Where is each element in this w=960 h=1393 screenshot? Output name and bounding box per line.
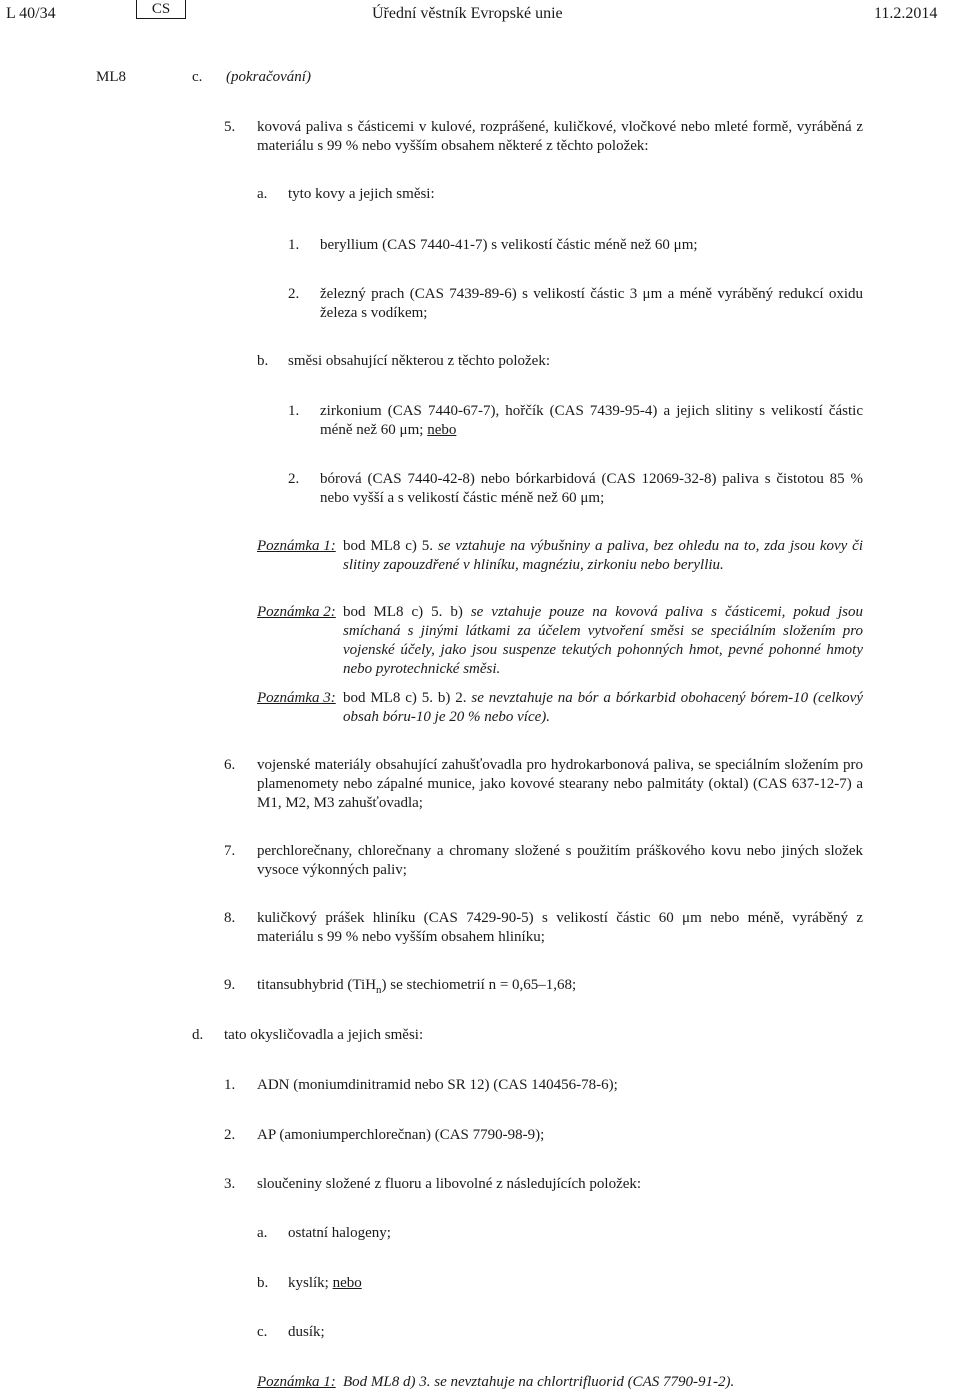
item-7-number: 7. — [224, 843, 236, 859]
item-9-subscript: n — [376, 984, 382, 996]
item-5b1-text — [320, 402, 863, 440]
section-letter: c. — [192, 69, 203, 85]
item-5a-letter: a. — [257, 186, 268, 202]
item-8-text: kuličkový prášek hliníku (CAS 7429-90-5) s velikostí částic 60 μm nebo méně, vyráběný z materiálu s 99 % nebo vyšším obsahem hliníku; — [257, 910, 863, 945]
note-2-label: Poznámka 2: — [257, 604, 336, 620]
item-5a-text: tyto kovy a jejich směsi: — [288, 186, 435, 202]
note-3-ref: bod ML8 c) 5. b) 2. — [343, 690, 467, 706]
item-d3c-letter: c. — [257, 1324, 268, 1340]
section-d-text: tato okysličovadla a jejich směsi: — [224, 1027, 424, 1043]
item-d3-number: 3. — [224, 1176, 236, 1192]
item-d3c-text: dusík; — [288, 1324, 325, 1340]
item-d3a-letter: a. — [257, 1225, 268, 1241]
item-d3b-conjunction: nebo — [332, 1275, 362, 1291]
item-5b1-conjunction: nebo — [427, 422, 457, 438]
publication-date: 11.2.2014 — [874, 5, 938, 22]
item-5-text: kovová paliva s částicemi v kulové, rozprášené, kuličkové, vločkové nebo mleté formě, vyráběná z materiálu s 99 % nebo vyšším obsahem některé z těchto položek: — [257, 119, 863, 154]
item-8-number: 8. — [224, 910, 236, 926]
item-5b2-number: 2. — [288, 471, 300, 487]
final-note-label: Poznámka 1: — [257, 1374, 336, 1390]
item-d3a-text: ostatní halogeny; — [288, 1225, 391, 1241]
item-9-text — [257, 976, 863, 996]
item-d1-number: 1. — [224, 1077, 236, 1093]
item-7-text: perchlorečnany, chlorečnany a chromany složené s použitím práškového kovu nebo jiných složek vysoce výkonných paliv; — [257, 843, 863, 878]
item-9-post: ) se stechiometrií n = 0,65–1,68; — [381, 977, 577, 993]
item-6-text: vojenské materiály obsahující zahušťovadla pro hydrokarbonová paliva, se speciálním složením pro plamenomety nebo zápalné munice, jako kovové stearany nebo palmitáty (oktal) (CAS 637-12-7) a M1, M2, M3 zahušťovadla; — [257, 757, 863, 811]
note-1-ref: bod ML8 c) 5. — [343, 538, 434, 554]
section-d-letter: d. — [192, 1027, 204, 1043]
item-9-number: 9. — [224, 977, 236, 993]
note-1-label: Poznámka 1: — [257, 538, 336, 554]
item-d3b-letter: b. — [257, 1275, 269, 1291]
note-3-text — [343, 689, 863, 727]
item-d1-text: ADN (moniumdinitramid nebo SR 12) (CAS 140456-78-6); — [257, 1077, 618, 1093]
item-5a2-number: 2. — [288, 286, 300, 302]
item-5a1-number: 1. — [288, 237, 300, 253]
item-5a1-text: beryllium (CAS 7440-41-7) s velikostí částic méně než 60 μm; — [320, 237, 698, 253]
final-note-ref: Bod ML8 d) 3. — [343, 1374, 431, 1390]
note-1-body: se vztahuje na výbušniny a paliva, bez ohledu na to, zda jsou kovy či slitiny zapouzdřené v hliníku, magnéziu, zirkoniu nebo berylliu. — [343, 538, 864, 573]
language-code-box: CS — [136, 0, 186, 19]
item-d3b-body: kyslík; — [288, 1275, 329, 1291]
item-d2-number: 2. — [224, 1127, 236, 1143]
note-3-body: se nevztahuje na bór a bórkarbid obohacený bórem-10 (celkový obsah bóru-10 je 20 % nebo více). — [343, 690, 863, 725]
item-9-pre: titansubhybrid (TiH — [257, 977, 377, 993]
note-2-text — [343, 603, 863, 679]
item-5-number: 5. — [224, 119, 236, 135]
item-6-number: 6. — [224, 757, 236, 773]
item-5b-letter: b. — [257, 353, 269, 369]
item-5b1-body: zirkonium (CAS 7440-67-7), hořčík (CAS 7439-95-4) a jejich slitiny s velikostí částic méně než 60 μm; — [320, 403, 863, 438]
section-id: ML8 — [96, 69, 126, 85]
item-5a2-text: železný prach (CAS 7439-89-6) s velikostí částic 3 μm a méně vyráběný redukcí oxidu železa s vodíkem; — [320, 286, 863, 321]
note-1-text — [343, 537, 863, 575]
page-reference: L 40/34 — [6, 5, 56, 22]
item-d3b-text — [288, 1274, 863, 1293]
item-5b1-number: 1. — [288, 403, 300, 419]
item-d3-text: sloučeniny složené z fluoru a libovolné z následujících položek: — [257, 1176, 642, 1192]
final-note-body: se nevztahuje na chlortrifluorid (CAS 7790-91-2). — [434, 1374, 735, 1390]
journal-title: Úřední věstník Evropské unie — [372, 5, 563, 22]
item-5b2-text: bórová (CAS 7440-42-8) nebo bórkarbidová (CAS 12069-32-8) paliva s čistotou 85 % nebo vyšší a s velikostí částic méně než 60 μm; — [320, 471, 863, 506]
note-2-ref: bod ML8 c) 5. b) — [343, 604, 463, 620]
item-d2-text: AP (amoniumperchlorečnan) (CAS 7790-98-9); — [257, 1127, 545, 1143]
note-3-label: Poznámka 3: — [257, 690, 336, 706]
final-note-text — [343, 1373, 863, 1392]
section-continued: (pokračování) — [226, 69, 311, 85]
note-2-body: se vztahuje pouze na kovová paliva s částicemi, pokud jsou smíchaná s jinými látkami za účelem vytvoření směsi se speciálním složením pro vojenské účely, jako jsou suspenze tekutých pohonných hmot, pevné pohonné hmoty nebo pyrotechnické směsi. — [343, 604, 863, 677]
item-5b-text: směsi obsahující některou z těchto položek: — [288, 353, 551, 369]
